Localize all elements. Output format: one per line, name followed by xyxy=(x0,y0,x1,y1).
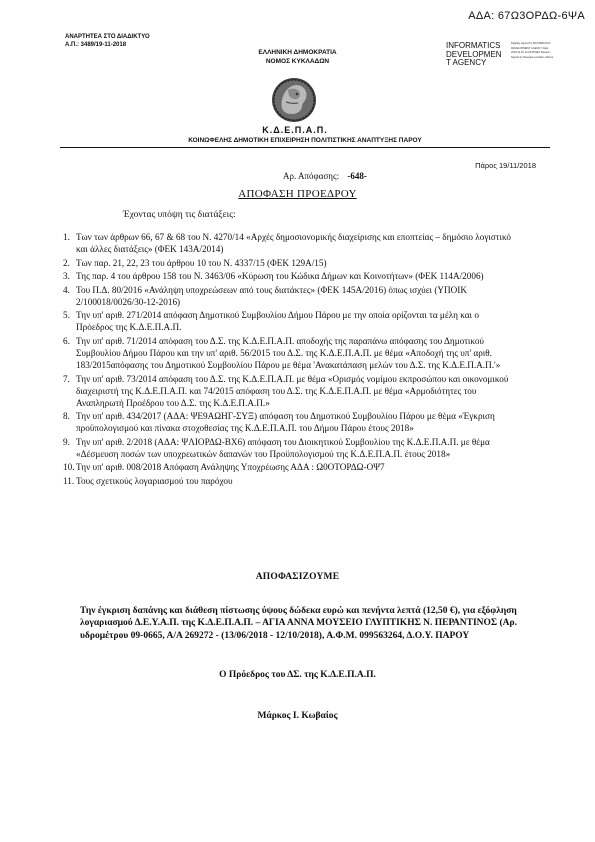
list-item xyxy=(63,257,518,269)
list-item-text: Την υπ' αριθ. 2/2018 (ΑΔΑ: ΨΛΙΟΡΔΩ-ΒΧ6) απόφαση του Διοικητικού Συμβουλίου της Κ.Δ.Ε.Π.Α.Π. με θέμα «Δέσμευση ποσών των υποχρεωτικών δαπανών του Προϋπολογισμού της Κ.Δ.Ε.Π.Α.Π. έτους 2018» xyxy=(76,436,490,459)
list-item xyxy=(63,436,518,460)
list-item-number: 9. xyxy=(63,436,70,447)
list-item-number: 3. xyxy=(63,271,70,282)
list-item xyxy=(63,231,518,255)
posting-notice-line2: Α.Π.: 3489/19-11-2018 xyxy=(65,42,127,48)
list-item-number: 7. xyxy=(63,373,70,384)
list-item-text: Των των άρθρων 66, 67 & 68 του Ν. 4270/14 «Αρχές δημοσιονομικής διαχείρισης και εποπτείας – δημόσιο λογιστικό και άλλες διατάξεις» (ΦΕΚ 143Α/2014) xyxy=(76,232,511,254)
decision-heading: ΑΠΟΦΑΣΙΖΟΥΜΕ xyxy=(255,572,340,582)
list-item xyxy=(63,284,518,308)
list-item-number: 2. xyxy=(63,257,70,268)
list-item-number: 8. xyxy=(63,411,70,422)
ada-code: ΑΔΑ: 67Ω3ΟΡΔΩ-6ΨΑ xyxy=(468,10,585,22)
list-item-text: Της παρ. 4 του άρθρου 158 του Ν. 3463/06 «Κύρωση του Κώδικα Δήμων και Κοινοτήτων» (ΦΕΚ 114Α/2006) xyxy=(76,271,484,282)
list-item-text: Τους σχετικούς λογαριασμού του παρόχου xyxy=(76,475,233,486)
decision-number: -648- xyxy=(347,171,367,181)
agency-line1: INFORMATICS xyxy=(446,41,501,50)
organization-name: ΚΟΙΝΩΦΕΛΗΣ ΔΗΜΟΤΙΚΗ ΕΠΙΧΕΙΡΗΣΗ ΠΟΛΙΤΙΣΤΙΚΗΣ ΑΝΑΠΤΥΞΗΣ ΠΑΡΟΥ xyxy=(188,137,422,144)
provisions-list xyxy=(63,231,518,489)
list-item-text: Του Π.Δ. 80/2016 «Ανάληψη υποχρεώσεων από τους διατάκτες» (ΦΕΚ 145Α/2016) όπως ισχύει (ΥΠΟΙΚ 2/100018/0026/30-12-2016) xyxy=(76,284,467,307)
list-item-text: Την υπ' αριθ. 008/2018 Απόφαση Ανάληψης Υποχρέωσης ΑΔΑ : Ω0ΟΤΟΡΔΩ-ΟΨ7 xyxy=(76,462,385,473)
list-item xyxy=(63,475,518,487)
decision-number-label: Αρ. Απόφασης: xyxy=(283,171,340,181)
list-item-text: Την υπ' αριθ. 71/2014 απόφαση του Δ.Σ. της Κ.Δ.Ε.Π.Α.Π. αποδοχής της παραπάνω απόφασης του Δημοτικού Συμβουλίου Δήμου Πάρου και την υπ' αριθ. 56/2015 του Δ.Σ. της Κ.Δ.Ε.Π.Α.Π. με θέμα «Αποδοχή της υπ' αριθ. 183/2015απόφασης του Δημοτικού Συμβουλίου Πάρου με θέμα 'Ανακατάπαση μελών του Δ.Σ. της Κ.Δ.Ε.Π.Α.Π.'» xyxy=(76,335,501,370)
prefecture-line: ΝΟΜΟΣ ΚΥΚΛΑΔΩΝ xyxy=(265,58,330,65)
list-item xyxy=(63,335,518,371)
preamble: Έχοντας υπόψη τις διατάξεις: xyxy=(123,210,236,220)
signer-name: Μάρκος Ι. Κωβαίος xyxy=(257,711,338,721)
list-item xyxy=(63,309,518,333)
list-item-number: 4. xyxy=(63,284,70,295)
header-divider xyxy=(60,147,550,148)
agency-line3: T AGENCY xyxy=(446,58,487,67)
logo-caption: Κ.Δ.Ε.Π.Α.Π. xyxy=(262,125,328,135)
president-title: Ο Πρόεδρος του ΔΣ. της Κ.Δ.Ε.Π.Α.Π. xyxy=(219,670,376,680)
issuing-authority xyxy=(190,48,405,66)
posting-notice-line1: ΑΝΑΡΤΗΤΕΑ ΣΤΟ ΔΙΑΔΙΚΤΥΟ xyxy=(65,34,150,40)
list-item xyxy=(63,270,518,282)
list-item-number: 11. xyxy=(63,475,75,486)
decision-number-line xyxy=(283,171,367,181)
digital-signature-details: Digitally signed by INFORMATICS DEVELOPMENT AGENCY Date: 2018.11.20 14:23:08 EET Reason: Signed by Diavgeia Location: Athens xyxy=(511,42,554,59)
digital-signature-agency xyxy=(446,42,502,68)
list-item-text: Την υπ' αριθ. 271/2014 απόφαση Δημοτικού Συμβουλίου Δήμου Πάρου με την οποία ορίζονται τα μέλη και ο Πρόεδρος της Κ.Δ.Ε.Π.Α.Π. xyxy=(76,310,479,333)
list-item xyxy=(63,373,518,409)
place-date: Πάρος 19/11/2018 xyxy=(475,161,536,170)
list-item-text: Των παρ. 21, 22, 23 του άρθρου 10 του Ν. 4337/15 (ΦΕΚ 129Α/15) xyxy=(76,257,327,268)
list-item xyxy=(63,410,518,434)
country-line: ΕΛΛΗΝΙΚΗ ΔΗΜΟΚΡΑΤΙΑ xyxy=(258,49,337,56)
list-item-number: 5. xyxy=(63,310,70,321)
agency-line2: DEVELOPMEN xyxy=(446,49,502,59)
document-title: ΑΠΟΦΑΣΗ ΠΡΟΕΔΡΟΥ xyxy=(238,188,357,200)
list-item-number: 10. xyxy=(63,462,75,473)
list-item-number: 6. xyxy=(63,335,70,346)
approval-text: Την έγκριση δαπάνης και διάθεση πίστωσης ύψους δώδεκα ευρώ και πενήντα λεπτά (12,50 €), για εξόφληση λογαριασμού Δ.Ε.Υ.Α.Π. της Κ.Δ.Ε.Π.Α.Π. – ΑΓΙΑ ΑΝΝΑ ΜΟΥΣΕΙΟ ΓΛΥΠΤΙΚΗΣ Ν. ΠΕΡΑΝΤΙΝΟΣ (Αρ. υδρομέτρου 09-0665, Α/Α 269272 - (13/06/2018 - 12/10/2018), Α.Φ.Μ. 099563264, Δ.Ο.Υ. ΠΑΡΟΥ xyxy=(80,606,517,641)
posting-notice xyxy=(65,33,150,49)
list-item-text: Την υπ' αριθ. 434/2017 (ΑΔΑ: ΨΕ9ΑΩΗΓ-ΣΥΞ) απόφαση του Δημοτικού Συμβουλίου Πάρου με θέμα «Έγκριση προϋπολογισμού και πίνακα στοχοθεσίας της Κ.Δ.Ε.Π.Α.Π. του Δήμου Πάρου έτους 2018» xyxy=(76,411,495,434)
list-item-text: Την υπ' αριθ. 73/2014 απόφαση του Δ.Σ. της Κ.Δ.Ε.Π.Α.Π. με θέμα «Ορισμός νομίμου εκπροσώπου και οικονομικού διαχειριστή της Κ.Δ.Ε.Π.Α.Π. και 74/2015 απόφαση του Δ.Σ. της Κ.Δ.Ε.Π.Α.Π. με θέμα «Αρμοδιότητες του Αναπληρωτή Προέδρου του Δ.Σ. της Κ.Δ.Ε.Π.Α.Π.» xyxy=(76,373,509,408)
list-item xyxy=(63,461,518,473)
list-item-number: 1. xyxy=(63,232,70,242)
